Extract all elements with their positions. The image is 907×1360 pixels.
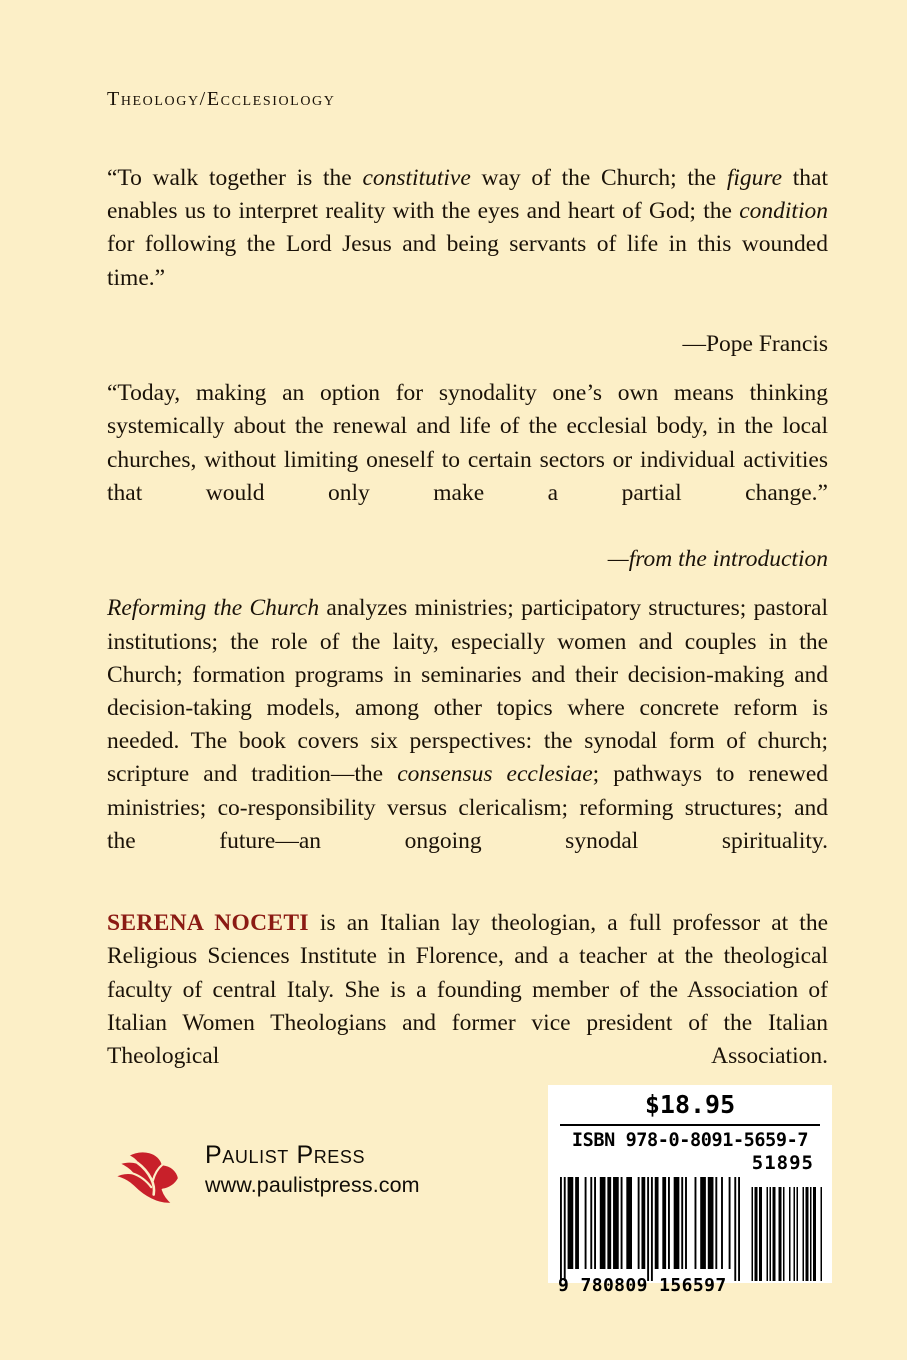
- pope-francis-attribution: —Pope Francis: [682, 331, 828, 358]
- quote1-part1: “To walk together is the: [107, 165, 363, 191]
- price-divider: [560, 1124, 820, 1126]
- introduction-attribution: —from the introduction: [607, 546, 828, 573]
- description-part2: ; pathways to renewed ministries; co-responsibility versus clericalism; reforming structures; and the future—an ongoing synodal spirituality.: [107, 761, 829, 854]
- price-label: $18.95: [644, 1090, 736, 1119]
- book-description: [107, 592, 828, 891]
- quote1-part4: for following the Lord Jesus and being servants of life in this wounded time.”: [107, 231, 828, 291]
- quote1-italic-constitutive: constitutive: [362, 165, 471, 191]
- description-italic-latin: consensus ecclesiae: [397, 761, 593, 788]
- quote1-part2: way of the Church; the: [470, 165, 727, 191]
- publisher-block: [107, 1128, 420, 1214]
- text-column: [107, 162, 828, 1106]
- ean-digits-label: 9 780809 156597: [558, 1274, 727, 1296]
- quote1-italic-figure: figure: [726, 165, 783, 191]
- spacer: [107, 891, 828, 907]
- description-part1: analyzes ministries; participatory structures; pastoral institutions; the role of the laity, especially women and couples in the Church; formation programs in seminaries and their decision-making and decision-taking models, among other topics where concrete reform is needed. The book covers six perspectives: the synodal form of church; scripture and tradition—the: [107, 595, 828, 788]
- book-title-italic: Reforming the Church: [107, 595, 320, 622]
- introduction-quote: “Today, making an option for synodality one’s own means thinking systemically about the renewal and life of the ecclesial body, in the local churches, without limiting oneself to certain sectors or individual activities that would only make a partial change.”: [107, 380, 828, 506]
- quote1-italic-condition: condition: [739, 198, 828, 225]
- author-bio: [107, 907, 828, 1106]
- author-bio-text: is an Italian lay theologian, a full professor at the Religious Sciences Institute in Florence, and a teacher at the theological faculty of central Italy. She is a founding member of the Association of Italian Women Theologians and former vice president of the Italian Theological Association.: [107, 910, 829, 1070]
- quote1-part3: that enables us to interpret reality with the eyes and heart of God; the: [107, 165, 829, 225]
- category-label: Theology/Ecclesiology: [107, 88, 336, 110]
- spacer: [107, 361, 828, 377]
- pope-francis-quote: [107, 162, 828, 328]
- publisher-text: [205, 1128, 420, 1197]
- dove-logo-icon: [107, 1136, 189, 1214]
- barcode-block: [548, 1085, 832, 1296]
- ean5-addon-barcode: [750, 1187, 822, 1281]
- spacer: [107, 576, 828, 592]
- addon-digits-label: 51895: [751, 1152, 814, 1175]
- author-name: SERENA NOCETI: [107, 910, 309, 937]
- barcode-bars-area: [558, 1177, 822, 1295]
- publisher-name: Paulist Press: [205, 1141, 366, 1169]
- publisher-url[interactable]: www.paulistpress.com: [205, 1173, 420, 1198]
- isbn-label: ISBN 978-0-8091-5659-7: [571, 1129, 809, 1151]
- ean13-barcode: [560, 1177, 740, 1281]
